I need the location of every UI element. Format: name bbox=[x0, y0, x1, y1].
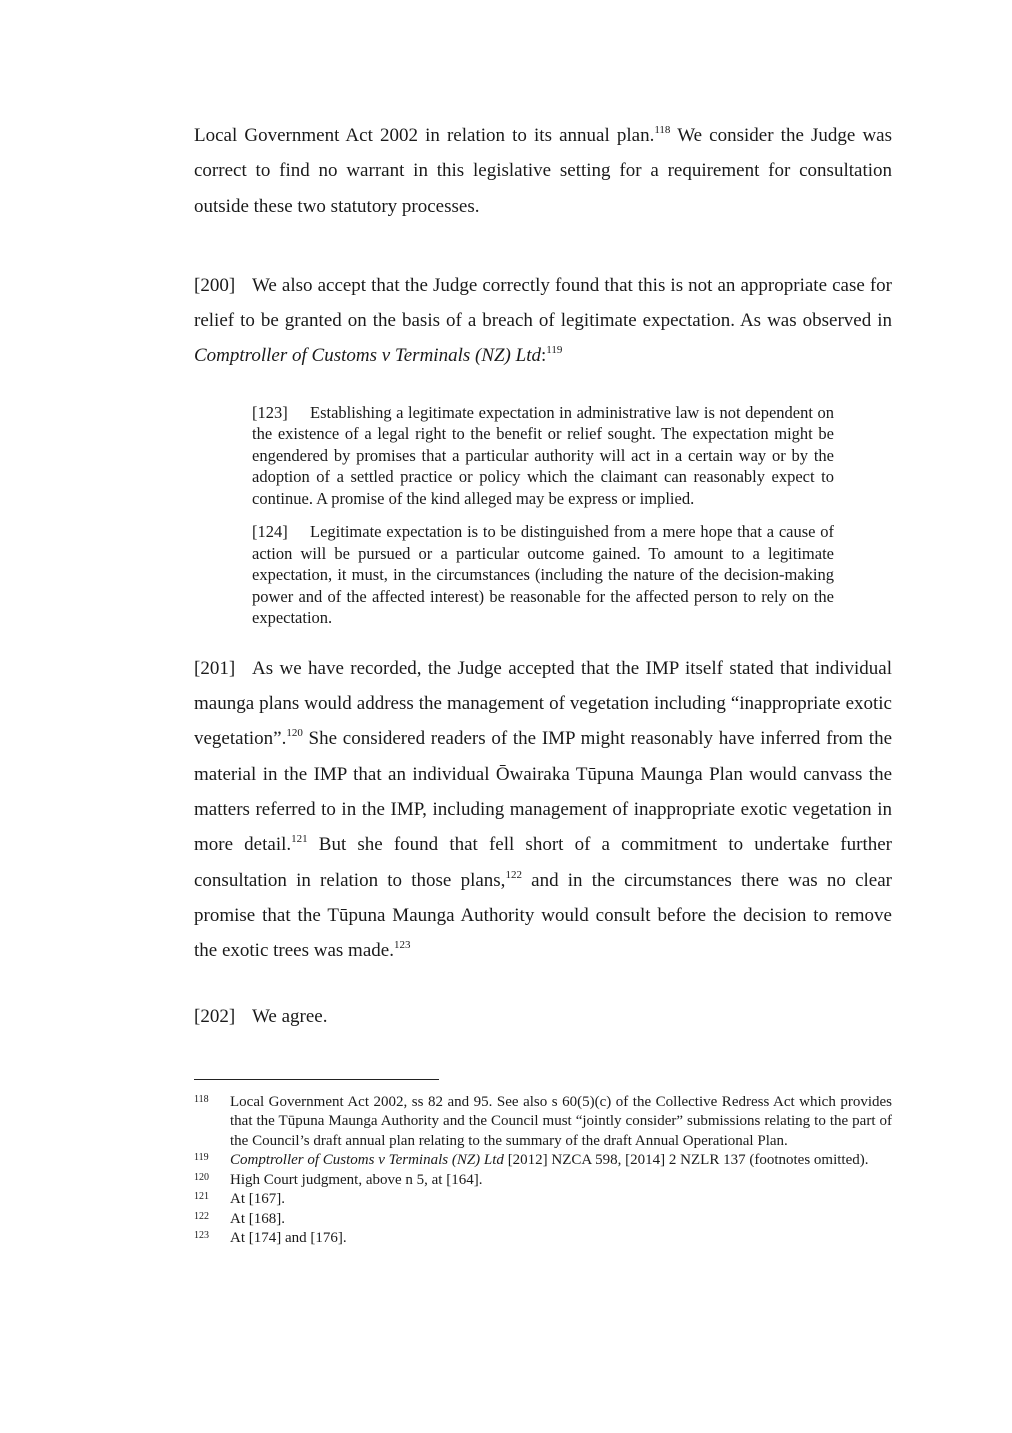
quote-text: Legitimate expectation is to be distinguished from a mere hope that a cause of action will be pursued or a particular outcome gained. To amount to a legitimate expectation, it must, in the circumstances (including the nature of the decision-making power and of the affected interest) be reasonable for the affected person to rely on the expectation. bbox=[252, 522, 834, 628]
footnote-text bbox=[230, 1151, 892, 1171]
footnote-text: Local Government Act 2002, ss 82 and 95. See also s 60(5)(c) of the Collective Redress Act which provides that the Tūpuna Maunga Authority and the Council must “jointly consider” submissions relating to the part of the Council’s draft annual plan relating to the summary of the draft Annual Operational Plan. bbox=[230, 1093, 892, 1149]
case-name: Comptroller of Customs v Terminals (NZ) Ltd bbox=[230, 1152, 504, 1169]
paragraph-text: We also accept that the Judge correctly found that this is not an appropriate case for relief to be granted on the basis of a breach of legitimate expectation. As was observed in bbox=[194, 274, 892, 332]
footnote-121 bbox=[194, 1190, 892, 1210]
paragraph-200 bbox=[194, 268, 892, 374]
case-name: Comptroller of Customs v Terminals (NZ) Ltd bbox=[194, 345, 541, 367]
paragraph-201 bbox=[194, 651, 892, 969]
footnote-number: 121 bbox=[194, 1191, 209, 1203]
quote-paragraph-number: [123] bbox=[252, 402, 288, 422]
footnote-number: 119 bbox=[194, 1152, 209, 1164]
footnote-number: 123 bbox=[194, 1230, 209, 1242]
footnote-number: 120 bbox=[194, 1171, 209, 1183]
footnote-text: At [167]. bbox=[230, 1191, 285, 1208]
paragraph-text: As we have recorded, the Judge accepted that the IMP itself stated that individual maunga plans would address the management of vegetation including “inappropriate exotic vegetation”. bbox=[194, 657, 892, 750]
paragraph-text: But she found that fell short of a commitment to undertake further consultation in relation to those plans, bbox=[194, 834, 892, 891]
footnote-citation: [2012] NZCA 598, [2014] 2 NZLR 137 (footnotes omitted). bbox=[503, 1152, 869, 1169]
footnotes bbox=[194, 1093, 892, 1249]
paragraph-number: [201] bbox=[194, 657, 236, 679]
quote-paragraph-number: [124] bbox=[252, 522, 288, 542]
footnote-ref-121[interactable]: 121 bbox=[291, 833, 308, 846]
footnote-ref-119[interactable]: 119 bbox=[546, 344, 563, 357]
footnote-ref-122[interactable]: 122 bbox=[505, 868, 522, 881]
paragraph-number: [202] bbox=[194, 1006, 236, 1028]
footnote-number: 122 bbox=[194, 1210, 209, 1222]
footnote-ref-120[interactable]: 120 bbox=[286, 727, 303, 740]
footnote-120 bbox=[194, 1171, 892, 1191]
footnote-number: 118 bbox=[194, 1093, 209, 1105]
paragraph-number: [200] bbox=[194, 274, 236, 296]
footnote-text: At [168]. bbox=[230, 1210, 285, 1227]
footnote-separator bbox=[194, 1079, 439, 1080]
paragraph-text: : bbox=[540, 345, 547, 367]
footnote-118 bbox=[194, 1093, 892, 1152]
footnote-ref-123[interactable]: 123 bbox=[393, 939, 411, 952]
paragraph-continuation bbox=[194, 118, 892, 224]
paragraph-text: She considered readers of the IMP might reasonably have inferred from the material in the IMP that an individual Ōwairaka Tūpuna Maunga Plan would canvass the matters referred to in the IMP, including management of inappropriate exotic vegetation in more detail. bbox=[194, 728, 892, 856]
paragraph-text: We agree. bbox=[252, 1006, 328, 1028]
footnote-text: At [174] and [176]. bbox=[230, 1230, 347, 1247]
footnote-123 bbox=[194, 1229, 892, 1249]
footnote-ref-118[interactable]: 118 bbox=[654, 124, 671, 136]
paragraph-text: We consider the Judge was correct to find no warrant in this legislative setting for a requirement for consultation outside these two statutory processes. bbox=[194, 125, 892, 217]
quote-text: Establishing a legitimate expectation in administrative law is not dependent on the existence of a legal right to the benefit or relief sought. The expectation might be engendered by promises that a particular authority will act in a certain way or by the adoption of a settled practice or policy which the claimant can reasonably expect to continue. A promise of the kind alleged may be express or implied. bbox=[252, 402, 834, 508]
paragraph-text: Local Government Act 2002 in relation to its annual plan. bbox=[194, 125, 655, 146]
footnote-text: High Court judgment, above n 5, at [164]. bbox=[230, 1171, 483, 1188]
block-quote bbox=[252, 402, 834, 629]
quote-paragraph-123 bbox=[252, 402, 834, 510]
judgment-page bbox=[194, 118, 892, 1249]
footnote-122 bbox=[194, 1210, 892, 1230]
footnote-119 bbox=[194, 1151, 892, 1171]
paragraph-202 bbox=[194, 999, 892, 1034]
paragraph-text: and in the circumstances there was no clear promise that the Tūpuna Maunga Authority would consult before the decision to remove the exotic trees was made. bbox=[194, 869, 893, 962]
quote-paragraph-124 bbox=[252, 521, 834, 629]
